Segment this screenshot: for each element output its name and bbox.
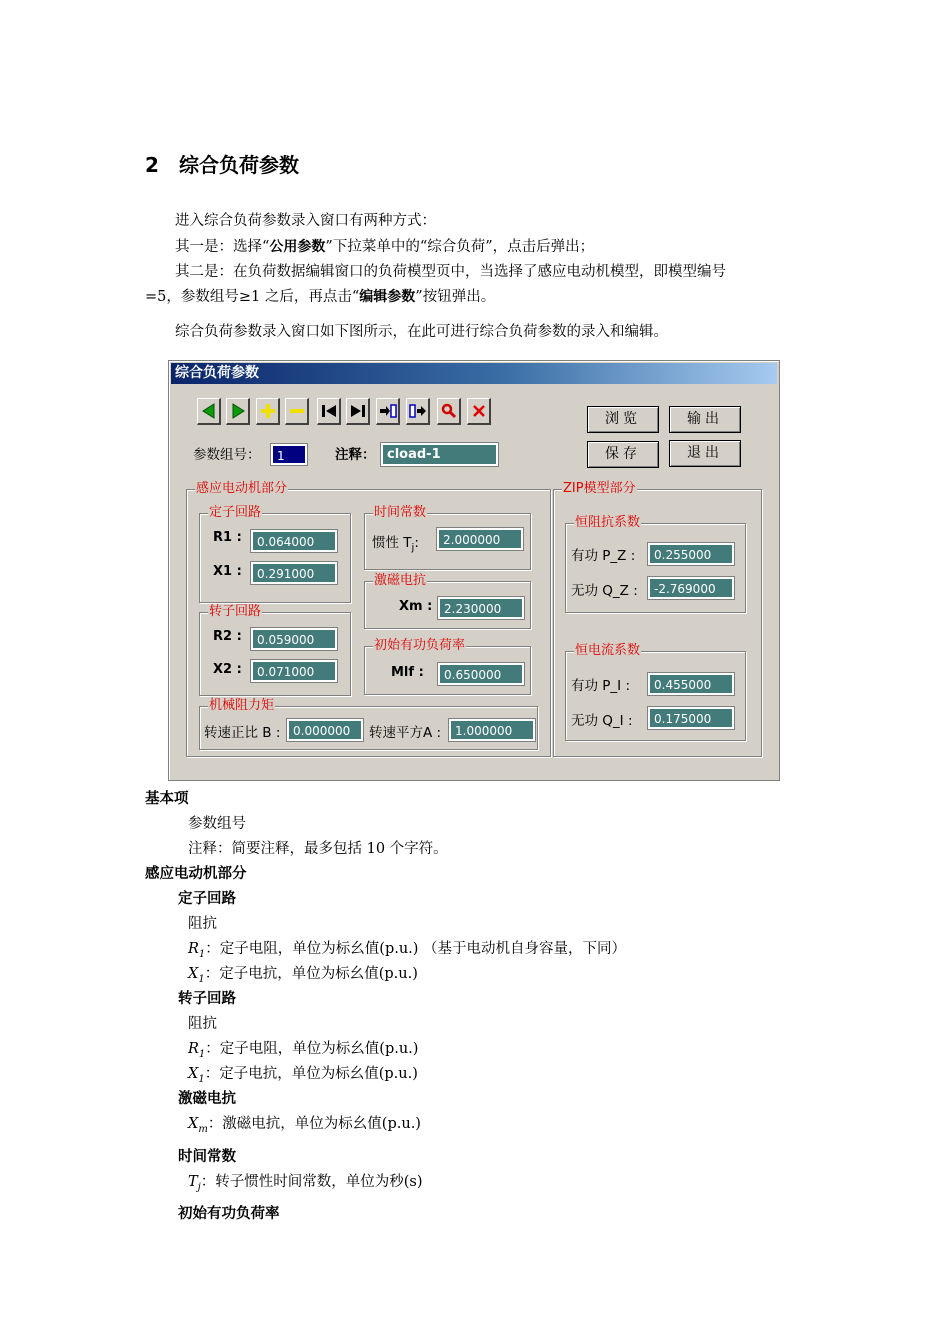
doc-comment-label: 注释： <box>188 841 232 857</box>
doc-excitation-text: 激磁电抗 <box>178 1091 236 1107</box>
first-record-button[interactable] <box>317 398 341 425</box>
b-label: 转速正比 B : <box>204 725 281 741</box>
search-icon <box>441 403 457 419</box>
doc-stator-text: 定子回路 <box>178 891 236 907</box>
last-record-button[interactable] <box>346 398 370 425</box>
r1-label: R1 : <box>213 530 242 545</box>
intro-line-1: 进入综合负荷参数录入窗口有两种方式： <box>175 213 436 229</box>
doc-xm-sub: m <box>198 1123 208 1135</box>
import-button[interactable] <box>376 398 400 425</box>
remove-icon <box>289 403 305 419</box>
doc-x1-sub: 1 <box>198 973 205 985</box>
intro-line-4-pre: =5，参数组号≥1 之后，再点击“ <box>145 289 360 305</box>
intro-line-2-bold: 公用参数 <box>269 239 326 255</box>
time-const-group-title: 时间常数 <box>374 505 427 520</box>
stator-group <box>199 505 351 603</box>
save-button[interactable]: 保存 <box>587 441 659 468</box>
doc-r2-desc: ：定子电阻，单位为标幺值(p.u.) <box>205 1041 419 1057</box>
pi-field[interactable]: 0.455000 <box>648 673 734 695</box>
doc-x1-line <box>188 962 418 985</box>
search-button[interactable] <box>437 398 461 425</box>
motor-group-title: 感应电动机部分 <box>196 481 288 496</box>
doc-time-text: 时间常数 <box>178 1149 236 1165</box>
doc-x1-var: X <box>188 966 199 982</box>
tj-label-sub: j <box>411 542 415 554</box>
first-record-icon <box>321 403 337 419</box>
impedance-coef-group-title: 恒阻抗系数 <box>575 515 641 530</box>
x1-field[interactable]: 0.291000 <box>251 562 337 584</box>
doc-r1-var: R <box>188 941 199 957</box>
intro-line-4-post: ”按钮弹出。 <box>415 289 496 305</box>
doc-rotor-heading <box>178 987 236 1008</box>
doc-r2-sub: 1 <box>198 1048 206 1060</box>
r1-field[interactable]: 0.064000 <box>251 530 337 552</box>
load-rate-group-title: 初始有功负荷率 <box>374 638 466 653</box>
zip-group-title: ZIP模型部分 <box>563 481 636 496</box>
doc-r1-sub: 1 <box>198 948 206 960</box>
prev-green-icon <box>201 403 217 419</box>
intro-line-2 <box>175 235 594 256</box>
stator-group-title: 定子回路 <box>209 505 262 520</box>
load-params-dialog <box>168 360 780 781</box>
section-title: 综合负荷参数 <box>179 153 299 177</box>
doc-stator-heading <box>178 887 236 908</box>
doc-impedance-2: 阻抗 <box>188 1016 217 1032</box>
mech-group-title: 机械阻力矩 <box>209 698 275 713</box>
next-record-button[interactable] <box>226 398 250 425</box>
x2-label: X2 : <box>213 662 242 677</box>
add-icon <box>260 403 276 419</box>
doc-motor-heading <box>145 862 247 883</box>
xm-field[interactable]: 2.230000 <box>438 597 524 619</box>
tj-label <box>372 531 419 554</box>
doc-impedance-1: 阻抗 <box>188 916 217 932</box>
exit-button[interactable]: 退出 <box>669 440 741 467</box>
doc-r1-line <box>188 937 626 960</box>
doc-load-rate-heading <box>178 1202 280 1223</box>
delete-button[interactable] <box>467 398 491 425</box>
impedance-coef-group <box>565 515 746 613</box>
doc-xm-line <box>188 1112 421 1135</box>
tj-field[interactable]: 2.000000 <box>437 528 523 550</box>
doc-tj-var: T <box>188 1174 198 1190</box>
excitation-group-title: 激磁电抗 <box>374 573 427 588</box>
export-icon <box>409 403 427 419</box>
param-group-field[interactable]: 1 <box>271 444 307 465</box>
pz-label: 有功 P_Z : <box>571 548 636 564</box>
qi-field[interactable]: 0.175000 <box>648 707 734 729</box>
doc-rotor-text: 转子回路 <box>178 991 236 1007</box>
qi-label: 无功 Q_I : <box>571 713 633 729</box>
param-group-label: 参数组号： <box>193 447 261 463</box>
next-green-icon <box>230 403 246 419</box>
qz-label: 无功 Q_Z : <box>571 583 638 599</box>
last-record-icon <box>350 403 366 419</box>
pi-label: 有功 P_I : <box>571 678 631 694</box>
doc-x2-line <box>188 1062 418 1085</box>
doc-r2-line <box>188 1037 418 1060</box>
qz-field[interactable]: -2.769000 <box>648 577 734 599</box>
tj-label-text: 惯性 T <box>372 535 412 551</box>
dialog-titlebar: 综合负荷参数 <box>171 363 777 384</box>
doc-motor-text: 感应电动机部分 <box>145 866 247 882</box>
a-field[interactable]: 1.000000 <box>449 719 535 741</box>
current-coef-group-title: 恒电流系数 <box>575 643 641 658</box>
doc-r1-desc: ：定子电阻，单位为标幺值(p.u.) （基于电动机自身容量，下同） <box>205 941 627 957</box>
doc-x1-desc: ：定子电抗，单位为标幺值(p.u.) <box>204 966 418 982</box>
doc-basic-heading <box>145 787 189 808</box>
prev-record-button[interactable] <box>197 398 221 425</box>
x2-field[interactable]: 0.071000 <box>251 660 337 682</box>
x1-label: X1 : <box>213 564 242 579</box>
doc-basic-text: 基本项 <box>145 791 189 807</box>
comment-label: 注释： <box>335 447 376 463</box>
intro-line-2-post: ”下拉菜单中的“综合负荷”，点击后弹出； <box>325 239 595 255</box>
doc-basic-param: 参数组号 <box>188 816 246 832</box>
doc-r2-var: R <box>188 1041 199 1057</box>
intro-line-4 <box>145 285 495 306</box>
section-heading <box>145 149 299 178</box>
intro-line-5: 综合负荷参数录入窗口如下图所示，在此可进行综合负荷参数的录入和编辑。 <box>175 324 668 340</box>
comment-field[interactable]: cload-1 <box>381 443 498 466</box>
doc-basic-comment <box>188 837 448 858</box>
doc-x2-sub: 1 <box>198 1073 205 1085</box>
rotor-group <box>199 604 351 696</box>
mlf-label: Mlf : <box>391 665 424 680</box>
doc-load-rate-text: 初始有功负荷率 <box>178 1206 280 1222</box>
pz-field[interactable]: 0.255000 <box>648 543 734 565</box>
rotor-group-title: 转子回路 <box>209 604 262 619</box>
intro-line-3: 其二是：在负荷数据编辑窗口的负荷模型页中，当选择了感应电动机模型，即模型编号 <box>175 264 726 280</box>
tj-label-colon: : <box>414 535 419 551</box>
doc-time-heading <box>178 1145 236 1166</box>
intro-line-4-bold: 编辑参数 <box>359 289 416 305</box>
doc-excitation-heading <box>178 1087 236 1108</box>
r2-field[interactable]: 0.059000 <box>251 628 337 650</box>
doc-tj-sub: j <box>197 1181 201 1193</box>
output-button[interactable]: 输出 <box>669 406 741 433</box>
r2-label: R2 : <box>213 629 242 644</box>
intro-line-2-pre: 其一是：选择“ <box>175 239 270 255</box>
add-record-button[interactable] <box>256 398 280 425</box>
doc-comment-desc: 简要注释，最多包括 10 个字符。 <box>231 841 448 857</box>
doc-xm-var: X <box>188 1116 199 1132</box>
a-label: 转速平方A : <box>369 725 442 741</box>
delete-icon <box>471 403 487 419</box>
export-button[interactable] <box>406 398 430 425</box>
mlf-field[interactable]: 0.650000 <box>438 663 524 685</box>
xm-label: Xm : <box>399 599 433 614</box>
browse-button[interactable]: 浏览 <box>587 406 659 433</box>
section-number: 2 <box>145 153 159 177</box>
doc-tj-desc: ：转子惯性时间常数，单位为秒(s) <box>200 1174 423 1190</box>
b-field[interactable]: 0.000000 <box>287 719 363 741</box>
doc-x2-var: X <box>188 1066 199 1082</box>
doc-x2-desc: ：定子电抗，单位为标幺值(p.u.) <box>204 1066 418 1082</box>
remove-record-button[interactable] <box>285 398 309 425</box>
doc-tj-line <box>188 1170 423 1193</box>
doc-xm-desc: ：激磁电抗，单位为标幺值(p.u.) <box>207 1116 421 1132</box>
import-icon <box>379 403 397 419</box>
